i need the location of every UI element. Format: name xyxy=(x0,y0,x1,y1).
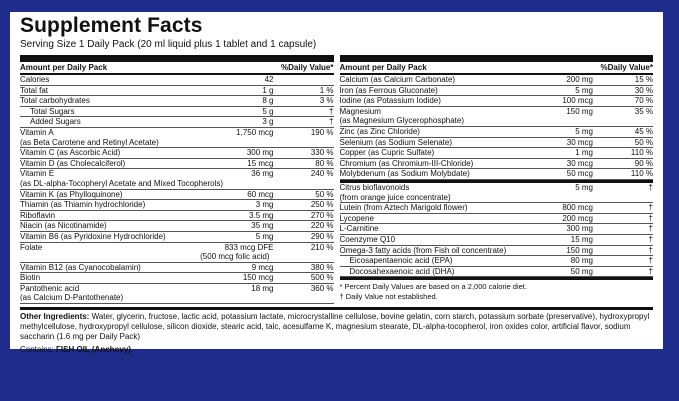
nutrient-dv: 1 % xyxy=(319,85,334,95)
nutrient-row xyxy=(340,224,654,235)
nutrient-name: Iodine (as Potassium Iodide) xyxy=(339,96,441,106)
right-rows-minerals xyxy=(340,75,654,180)
nutrient-name: Pantothenic acid xyxy=(20,283,80,293)
nutrient-name: Biotin xyxy=(20,273,41,283)
nutrient-amount: 3 g xyxy=(262,117,274,127)
nutrient-amount: 150 mg xyxy=(566,245,593,255)
nutrient-dv: 30 % xyxy=(634,85,653,95)
nutrient-amount: 80 mg xyxy=(570,256,593,266)
nutrient-row xyxy=(340,203,654,214)
nutrient-dv: † xyxy=(648,266,653,276)
nutrient-name: Total Sugars xyxy=(30,106,75,116)
nutrient-row xyxy=(340,75,654,86)
nutrient-row xyxy=(340,256,654,267)
nutrient-row xyxy=(20,232,334,243)
thick-rule xyxy=(340,55,654,62)
nutrient-dv xyxy=(274,75,334,85)
nutrient-amount: 30 mcg xyxy=(566,158,593,168)
nutrient-dv: 110 % xyxy=(630,148,653,158)
nutrient-row xyxy=(340,148,654,159)
nutrient-dv: 90 % xyxy=(634,158,653,168)
nutrient-row xyxy=(340,214,654,225)
right-column xyxy=(340,55,654,304)
nutrient-row xyxy=(20,148,334,159)
nutrient-source: (from orange juice concentrate) xyxy=(339,192,451,202)
nutrient-dv: † xyxy=(648,245,653,255)
nutrient-name: Vitamin D (as Cholecalciferol) xyxy=(20,158,126,168)
nutrient-name: Chromium (as Chromium-III-Chloride) xyxy=(339,158,474,168)
nutrient-dv: 240 % xyxy=(310,169,334,179)
nutrient-dv: † xyxy=(648,224,653,234)
nutrient-amount: 300 mg xyxy=(246,148,274,158)
nutrient-name: Vitamin B6 (as Pyridoxine Hydrochloride) xyxy=(20,231,166,241)
nutrient-row xyxy=(20,75,334,86)
nutrient-dv: † xyxy=(648,256,653,266)
footnotes xyxy=(340,282,654,302)
nutrient-row xyxy=(20,263,334,274)
nutrient-amount: 300 mg xyxy=(566,224,593,234)
nutrient-name: Vitamin C (as Ascorbic Acid) xyxy=(20,148,121,158)
nutrient-name: Total carbohydrates xyxy=(20,96,90,106)
nutrient-dv: 3 % xyxy=(319,96,334,106)
nutrient-row xyxy=(20,117,334,128)
nutrient-amount: 150 mcg xyxy=(242,273,274,283)
nutrient-dv: 70 % xyxy=(634,96,653,106)
nutrient-row xyxy=(340,246,654,257)
nutrient-amount: 800 mcg xyxy=(562,203,593,213)
nutrient-amount: 60 mcg xyxy=(247,189,274,199)
thick-rule xyxy=(20,55,334,62)
nutrient-row xyxy=(20,159,334,170)
nutrient-dv: 50 % xyxy=(634,137,653,147)
nutrient-row xyxy=(340,107,654,127)
nutrient-amount: 5 mg xyxy=(575,85,593,95)
nutrient-name: Docosahexaenoic acid (DHA) xyxy=(349,266,455,276)
nutrient-name: Magnesium xyxy=(339,106,381,116)
nutrient-row xyxy=(340,138,654,149)
nutrient-row xyxy=(20,211,334,222)
nutrient-dv: † xyxy=(648,234,653,244)
amount-header: Amount per Daily Pack xyxy=(339,63,427,72)
nutrient-amount: 833 mcg DFE xyxy=(224,242,274,252)
section-rule xyxy=(340,277,654,280)
nutrient-amount: 100 mcg xyxy=(562,96,593,106)
nutrient-amount: 1 mg xyxy=(575,148,593,158)
nutrient-amount: 5 mg xyxy=(575,182,593,192)
nutrient-dv: † xyxy=(329,106,334,116)
nutrient-name: Lutein (from Aztech Marigold flower) xyxy=(339,203,468,213)
nutrient-row xyxy=(340,183,654,203)
facts-columns xyxy=(20,55,653,304)
nutrient-row xyxy=(340,159,654,170)
nutrient-name: Selenium (as Sodium Selenate) xyxy=(339,137,453,147)
nutrient-amount: 5 mg xyxy=(575,126,593,136)
nutrient-dv: † xyxy=(648,213,653,223)
footnote-dv: * Percent Daily Values are based on a 2,000 calorie diet. xyxy=(339,282,527,292)
nutrient-dv: † xyxy=(329,117,334,127)
serving-size: Serving Size 1 Daily Pack (20 ml liquid plus 1 tablet and 1 capsule) xyxy=(20,39,317,50)
nutrient-amount: 15 mg xyxy=(570,234,593,244)
nutrient-name: Thiamin (as Thiamin hydrochloride) xyxy=(20,200,146,210)
nutrient-name: L-Carnitine xyxy=(339,224,379,234)
nutrient-amount: 1,750 mcg xyxy=(236,127,274,137)
nutrient-name: Vitamin A xyxy=(20,127,54,137)
nutrient-name: Vitamin K (as Phylloquinone) xyxy=(20,189,123,199)
nutrient-dv: 250 % xyxy=(310,200,334,210)
nutrient-amount: 3.5 mg xyxy=(249,210,274,220)
nutrient-amount: 15 mcg xyxy=(247,158,274,168)
nutrient-amount: 5 g xyxy=(262,106,274,116)
right-header xyxy=(340,62,654,75)
nutrient-row xyxy=(20,190,334,201)
other-ingredients xyxy=(20,307,653,342)
nutrient-amount: 3 mg xyxy=(255,200,274,210)
nutrient-row xyxy=(340,86,654,97)
nutrient-source: (500 mcg folic acid) xyxy=(200,252,270,262)
nutrient-dv: 110 % xyxy=(630,169,653,179)
nutrient-dv: 15 % xyxy=(634,75,653,84)
nutrient-row xyxy=(340,235,654,246)
nutrient-source: (as Magnesium Glycerophosphate) xyxy=(339,116,465,126)
nutrient-dv: 35 % xyxy=(634,106,653,116)
nutrient-dv: 210 % xyxy=(310,242,334,252)
nutrient-row xyxy=(340,267,654,278)
nutrient-row xyxy=(20,107,334,118)
nutrient-name: Calcium (as Calcium Carbonate) xyxy=(339,75,456,84)
nutrient-name: Calories xyxy=(20,75,50,84)
nutrient-row xyxy=(20,243,334,263)
nutrient-dv: 380 % xyxy=(310,262,334,272)
nutrient-amount: 50 mg xyxy=(570,266,593,276)
dv-header: %Daily Value* xyxy=(281,63,334,72)
nutrient-row xyxy=(20,169,334,189)
nutrient-row xyxy=(340,169,654,180)
nutrient-amount: 30 mcg xyxy=(566,137,593,147)
amount-header: Amount per Daily Pack xyxy=(20,63,108,72)
nutrient-amount: 18 mg xyxy=(251,283,274,293)
nutrient-row xyxy=(20,128,334,148)
nutrient-amount: 35 mg xyxy=(251,221,274,231)
nutrient-dv: 190 % xyxy=(310,127,334,137)
nutrient-source: (as DL-alpha-Tocopheryl Acetate and Mixed Tocopherols) xyxy=(20,178,224,188)
supplement-facts-panel xyxy=(10,12,663,355)
nutrient-row xyxy=(20,221,334,232)
nutrient-amount: 1 g xyxy=(262,85,274,95)
nutrient-name: Iron (as Ferrous Gluconate) xyxy=(339,85,438,95)
nutrient-row xyxy=(340,127,654,138)
nutrient-row xyxy=(20,200,334,211)
nutrient-source: (as Calcium D-Pantothenate) xyxy=(20,293,124,303)
dv-header: %Daily Value* xyxy=(600,63,653,72)
nutrient-row xyxy=(340,96,654,107)
nutrient-dv: 50 % xyxy=(315,189,334,199)
left-rows xyxy=(20,75,334,304)
nutrient-name: Citrus bioflavonoids xyxy=(339,182,410,192)
nutrient-dv: 500 % xyxy=(310,273,334,283)
nutrient-name: Niacin (as Nicotinamide) xyxy=(20,221,107,231)
left-header xyxy=(20,62,334,75)
nutrient-name: Folate xyxy=(20,242,43,252)
nutrient-name: Copper (as Cupric Sulfate) xyxy=(339,148,435,158)
contains-label: Contains: xyxy=(20,345,54,355)
nutrient-name: Vitamin B12 (as Cyanocobalamin) xyxy=(20,262,141,272)
nutrient-dv: † xyxy=(648,203,653,213)
nutrient-name: Lycopene xyxy=(339,213,374,223)
nutrient-name: Vitamin E xyxy=(20,169,55,179)
nutrient-amount: 42 xyxy=(264,75,274,84)
contains-text: FISH OIL (Anchovy) xyxy=(53,345,131,355)
nutrient-amount: 9 mcg xyxy=(251,262,274,272)
nutrient-name: Molybdenum (as Sodium Molybdate) xyxy=(339,169,470,179)
footnote-dagger: † Daily Value not established. xyxy=(339,292,438,302)
nutrient-dv: 80 % xyxy=(315,158,334,168)
nutrient-amount: 200 mcg xyxy=(562,213,593,223)
nutrient-name: Eicosapentaenoic acid (EPA) xyxy=(349,256,453,266)
nutrient-source: (as Beta Carotene and Retinyl Acetate) xyxy=(20,137,159,147)
nutrient-dv: 270 % xyxy=(310,210,334,220)
nutrient-amount: 5 mg xyxy=(255,231,274,241)
nutrient-name: Total fat xyxy=(20,85,49,95)
nutrient-name: Riboflavin xyxy=(20,210,56,220)
nutrient-dv: 330 % xyxy=(310,148,334,158)
nutrient-dv: † xyxy=(648,182,653,192)
facts-title: Supplement Facts xyxy=(20,14,203,37)
left-column xyxy=(20,55,334,304)
nutrient-amount: 8 g xyxy=(262,96,274,106)
ingredients-text: Water, glycerin, fructose, lactic acid, potassium lactate, microcrystalline cellulose, bovine gelatin, corn starch, potassium sorbate (preservative), hydroxypropyl methylcellulose, hydroxypropyl cellulose, silicon dioxide, stearic acid, talc, acesulfame K, magnesium stearate, DL-alpha-tocopherol, iron oxides color, artificial flavor, sodium saccharin (1.6 mg per Daily Pack) xyxy=(20,312,650,342)
nutrient-amount: 150 mg xyxy=(566,106,593,116)
nutrient-amount: 36 mg xyxy=(251,169,274,179)
nutrient-name: Added Sugars xyxy=(30,117,81,127)
nutrient-row xyxy=(20,284,334,304)
nutrient-dv: 45 % xyxy=(634,126,653,136)
nutrient-dv: 360 % xyxy=(310,283,334,293)
nutrient-amount: 50 mcg xyxy=(566,169,593,179)
right-rows-other xyxy=(340,183,654,277)
nutrient-dv: 290 % xyxy=(310,231,334,241)
nutrient-dv: 220 % xyxy=(310,221,334,231)
nutrient-row xyxy=(20,273,334,284)
allergen-contains xyxy=(20,344,653,355)
nutrient-amount: 200 mg xyxy=(566,75,593,84)
nutrient-name: Coenzyme Q10 xyxy=(339,234,396,244)
nutrient-row xyxy=(20,96,334,107)
nutrient-row xyxy=(20,86,334,97)
nutrient-name: Omega-3 fatty acids (from Fish oil concentrate) xyxy=(339,245,507,255)
nutrient-name: Zinc (as Zinc Chloride) xyxy=(339,126,420,136)
ingredients-label: Other Ingredients: xyxy=(20,312,90,322)
